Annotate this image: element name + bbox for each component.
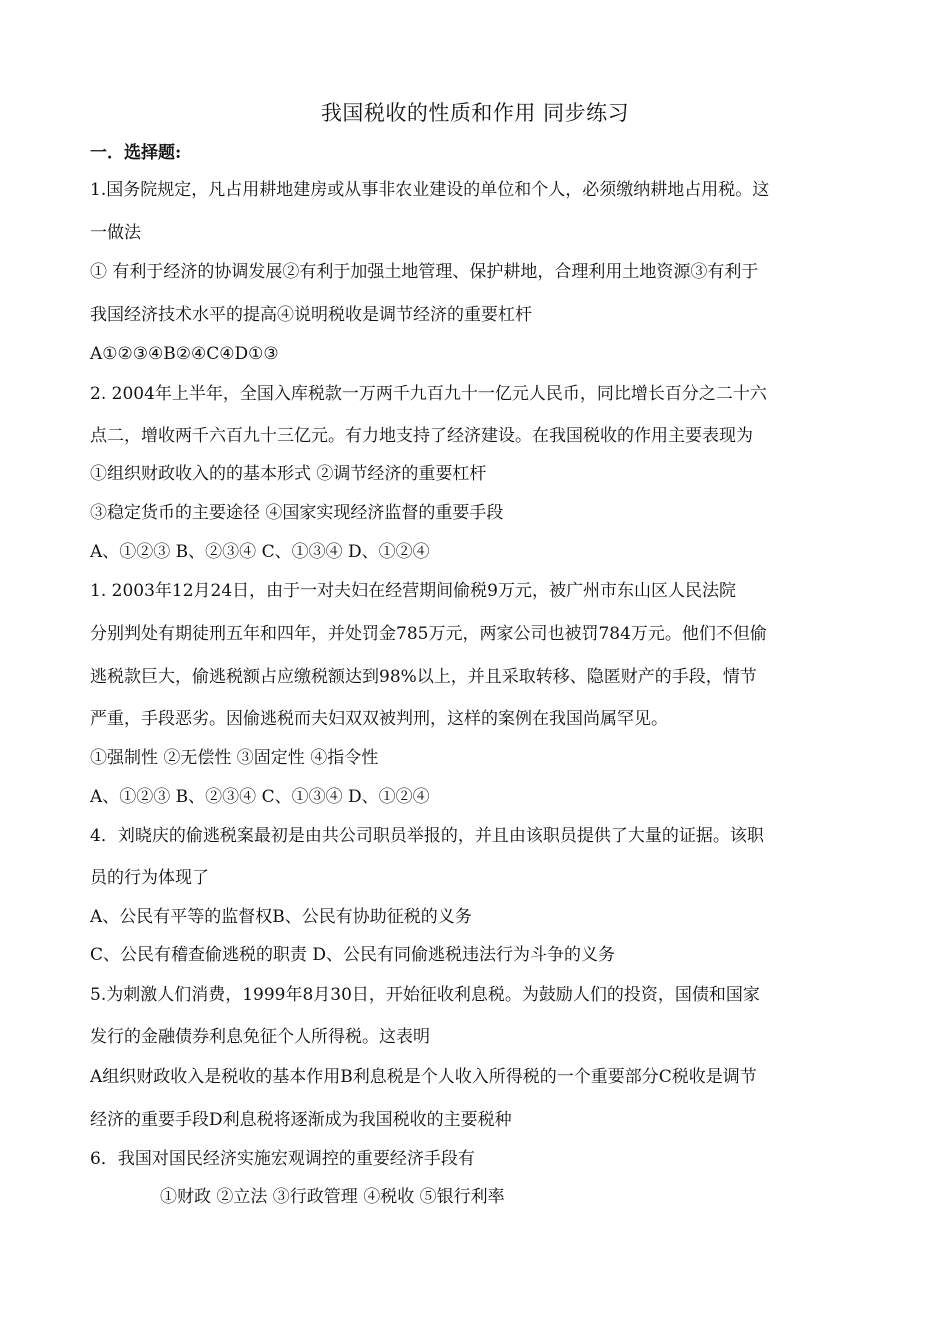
question-1-line-2: 一做法 xyxy=(90,223,141,243)
question-2-options-line-2: ③稳定货币的主要途径 ④国家实现经济监督的重要手段 xyxy=(90,503,504,523)
question-4-line-1: 4．刘晓庆的偷逃税案最初是由共公司职员举报的，并且由该职员提供了大量的证据。该职 xyxy=(90,826,764,846)
question-1-answers: A①②③④B②④C④D①③ xyxy=(90,344,279,364)
question-2-line-2: 点二，增收两千六百九十三亿元。有力地支持了经济建设。在我国税收的作用主要表现为 xyxy=(90,426,753,446)
question-3-line-1: 1. 2003年12月24日，由于一对夫妇在经营期间偷税9万元，被广州市东山区人民法院 xyxy=(90,581,736,601)
question-4-line-2: 员的行为体现了 xyxy=(90,868,209,888)
section-heading: 一．选择题: xyxy=(90,143,182,163)
question-4-answers-line-2: C、公民有稽查偷逃税的职责 D、公民有同偷逃税违法行为斗争的义务 xyxy=(90,945,616,965)
question-5-line-2: 发行的金融债券利息免征个人所得税。这表明 xyxy=(90,1027,430,1047)
question-4-answers-line-1: A、公民有平等的监督权B、公民有协助征税的义务 xyxy=(90,907,472,927)
question-5-answers-line-2: 经济的重要手段D利息税将逐渐成为我国税收的主要税种 xyxy=(90,1110,512,1130)
question-1-options-line-1: ① 有利于经济的协调发展②有利于加强土地管理、保护耕地，合理利用土地资源③有利于 xyxy=(90,262,759,282)
question-2-options-line-1: ①组织财政收入的的基本形式 ②调节经济的重要杠杆 xyxy=(90,464,487,484)
question-6-options: ①财政 ②立法 ③行政管理 ④税收 ⑤银行利率 xyxy=(160,1187,505,1207)
page-title: 我国税收的性质和作用 同步练习 xyxy=(320,101,630,125)
question-3-answers: A、①②③ B、②③④ C、①③④ D、①②④ xyxy=(90,787,430,807)
question-5-answers-line-1: A组织财政收入是税收的基本作用B利息税是个人收入所得税的一个重要部分C税收是调节 xyxy=(90,1067,757,1087)
question-6-line-1: 6．我国对国民经济实施宏观调控的重要经济手段有 xyxy=(90,1149,475,1169)
question-5-line-1: 5.为刺激人们消费，1999年8月30日，开始征收利息税。为鼓励人们的投资，国债和国家 xyxy=(90,985,760,1005)
question-2-answers: A、①②③ B、②③④ C、①③④ D、①②④ xyxy=(90,542,430,562)
question-3-line-4: 严重，手段恶劣。因偷逃税而夫妇双双被判刑，这样的案例在我国尚属罕见。 xyxy=(90,709,668,729)
question-2-line-1: 2. 2004年上半年，全国入库税款一万两千九百九十一亿元人民币，同比增长百分之二十六 xyxy=(90,384,767,404)
question-3-line-2: 分别判处有期徒刑五年和四年，并处罚金785万元，两家公司也被罚784万元。他们不但偷 xyxy=(90,624,767,644)
question-3-line-3: 逃税款巨大，偷逃税额占应缴税额达到98%以上，并且采取转移、隐匿财产的手段，情节 xyxy=(90,667,757,687)
question-1-line-1: 1.国务院规定，凡占用耕地建房或从事非农业建设的单位和个人，必须缴纳耕地占用税。这 xyxy=(90,180,770,200)
question-1-options-line-2: 我国经济技术水平的提高④说明税收是调节经济的重要杠杆 xyxy=(90,305,532,325)
question-3-options: ①强制性 ②无偿性 ③固定性 ④指令性 xyxy=(90,748,379,768)
